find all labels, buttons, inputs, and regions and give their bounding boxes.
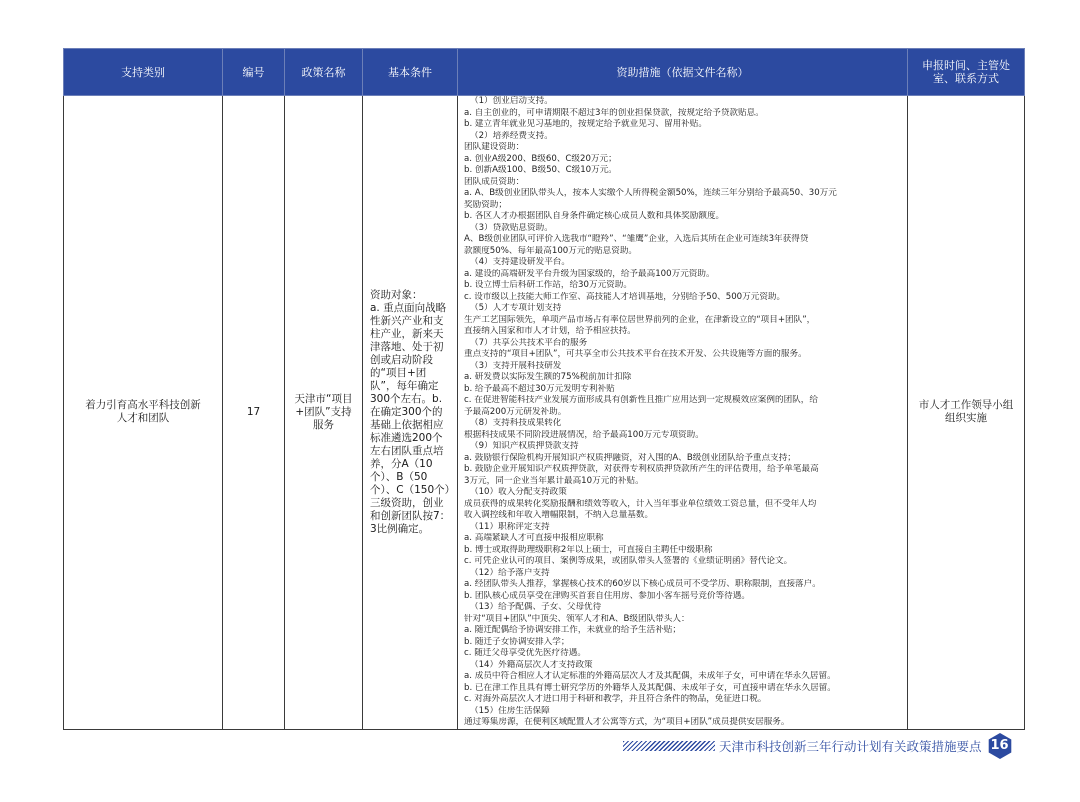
measure-line: A、B级创业团队可评价入选我市“瞪羚”、“雏鹰”企业，入选后其所在企业可连续3年获得贷 <box>464 234 809 244</box>
measure-line: （5）人才专项计划支持 <box>470 303 562 313</box>
measure-line: 生产工艺国际领先，单项产品市场占有率位居世界前列的企业，在津新设立的“项目+团队”， <box>464 314 816 325</box>
measure-line: 通过筹集房源，在便利区域配置人才公寓等方式，为“项目+团队”成员提供安居服务。 <box>464 717 790 727</box>
measure-line: （1）创业启动支持。 <box>470 96 553 106</box>
measure-line: （10）收入分配支持政策 <box>470 487 567 497</box>
measure-line: （11）职称评定支持 <box>470 521 550 532</box>
measure-line: a. 研发费以实际发生额的75%税前加计扣除 <box>464 372 632 382</box>
measure-line: （3）贷款贴息资助。 <box>470 222 553 233</box>
table-header-row <box>64 49 1025 96</box>
measure-line: a. A、B级创业团队带头人，按本人实缴个人所得税金额50%，连续三年分别给予最高50、30万元 <box>464 188 837 198</box>
measure-line: （14）外籍高层次人才支持政策 <box>470 659 593 670</box>
measure-line: b. 博士或取得助理级职称2年以上硕士，可直接自主聘任中级职称 <box>464 544 713 555</box>
measure-line: a. 建设的高端研发平台升级为国家级的，给予最高100万元资助。 <box>464 268 715 279</box>
measure-line: 团队成员资助： <box>464 176 525 187</box>
page-number-badge <box>986 732 1014 760</box>
measure-line: c. 对海外高层次人才进口用于科研和教学，并且符合条件的物品，免征进口税。 <box>464 694 767 704</box>
measure-line: b. 随迁子女协调安排入学； <box>464 636 570 647</box>
measure-line: a. 成员中符合相应人才认定标准的外籍高层次人才及其配偶，未成年子女，可申请在华永久居留。 <box>464 671 836 681</box>
measure-line: c. 可凭企业认可的项目、案例等成果，或团队带头人签署的《业绩证明函》替代论文。 <box>464 556 793 566</box>
measure-line: 成员获得的成果转化奖励报酬和绩效等收入，计入当年事业单位绩效工资总量，但不受年人均 <box>464 498 817 509</box>
measure-line: a. 鼓励银行保险机构开展知识产权质押融资，对入围的A、B级创业团队给予重点支持； <box>464 452 796 463</box>
measure-line: （8）支持科技成果转化 <box>470 418 562 428</box>
measure-line: c. 随迁父母享受优先医疗待遇。 <box>464 648 586 658</box>
header-contact: 申报时间、主管处室、联系方式 <box>908 49 1025 96</box>
cell-policy-name: 天津市“项目+团队”支持服务 <box>285 96 363 730</box>
measure-line: a. 高端紧缺人才可直接申报相应职称 <box>464 533 604 543</box>
measure-line: 针对“项目+团队”中顶尖、领军人才和A、B级团队带头人： <box>464 613 690 624</box>
header-category: 支持类别 <box>64 49 223 96</box>
measure-line: 3万元，同一企业当年累计最高10万元的补贴。 <box>464 475 644 486</box>
cell-conditions <box>363 96 458 730</box>
measure-line: b. 创新A级100、B级50、C级10万元。 <box>464 165 617 175</box>
measure-line: 根据科技成果不同阶段进展情况，给予最高100万元专项资助。 <box>464 429 704 440</box>
policy-table <box>63 48 1025 730</box>
measure-line: b. 给予最高不超过30万元发明专利补贴 <box>464 383 615 394</box>
measure-line: a. 自主创业的，可申请期限不超过3年的创业担保贷款，按规定给予贷款贴息。 <box>464 107 764 118</box>
measure-line: （9）知识产权质押贷款支持 <box>470 441 579 451</box>
measure-line: c. 在促进智能科技产业发展方面形成具有创新性且推广应用达到一定规模效应案例的团队，给 <box>464 395 818 405</box>
measure-line: 予最高200万元研发补助。 <box>464 406 567 417</box>
measure-line: （2）培养经费支持。 <box>470 130 553 141</box>
page-number: 16 <box>990 738 1009 753</box>
measure-line: （12）给予落户支持 <box>470 567 550 578</box>
measure-line: 团队建设资助： <box>464 142 525 152</box>
measure-line: b. 建立青年就业见习基地的，按规定给予就业见习、留用补贴。 <box>464 119 707 129</box>
cell-number: 17 <box>223 96 285 730</box>
conditions-body: a. 重点面向战略性新兴产业和支柱产业，新来天津落地、处于初创或启动阶段的“项目+团队”，每年确定300个左右。b. 在确定300个的基础上依据相应标准遴选200个左右团队重点培养，分A（10个）、B（50个）、C（150个）三级资助，创业和创新团队按7：3比例确定。 <box>370 301 451 535</box>
measures-list <box>464 96 901 729</box>
measure-line: a. 经团队带头人推荐，掌握核心技术的60岁以下核心成员可不受学历、职称限制，直接落户。 <box>464 579 821 589</box>
measure-line: b. 设立博士后科研工作站，给30万元资助。 <box>464 280 632 290</box>
measure-line: 奖励资助； <box>464 199 507 210</box>
measure-line: b. 已在津工作且具有博士研究学历的外籍华人及其配偶、未成年子女，可直接申请在华永久居留。 <box>464 682 836 693</box>
header-number: 编号 <box>223 49 285 96</box>
header-measures: 资助措施（依据文件名称） <box>458 49 908 96</box>
measure-line: 直接纳入国家和市人才计划，给予相应扶持。 <box>464 326 636 336</box>
header-conditions: 基本条件 <box>363 49 458 96</box>
measure-line: 款额度50%、每年最高100万元的贴息资助。 <box>464 245 638 256</box>
measure-line: （3）支持开展科技研发 <box>470 360 562 371</box>
measure-line: （15）住房生活保障 <box>470 705 550 716</box>
measure-line: （7）共享公共技术平台的服务 <box>470 337 588 348</box>
cell-measures <box>458 96 908 730</box>
footer-stripes-decoration <box>623 741 715 751</box>
measure-line: b. 各区人才办根据团队自身条件确定核心成员人数和具体奖励额度。 <box>464 211 725 221</box>
header-policy-name: 政策名称 <box>285 49 363 96</box>
measure-line: 重点支持的“项目+团队”，可共享全市公共技术平台在技术开发、公共设施等方面的服务。 <box>464 349 807 359</box>
measure-line: b. 团队核心成员享受在津购买首套自住用房、参加小客车摇号竞价等待遇。 <box>464 590 750 601</box>
measure-line: （13）给予配偶、子女、父母优待 <box>470 602 602 612</box>
footer-title: 天津市科技创新三年行动计划有关政策措施要点 <box>719 739 982 754</box>
page-footer <box>623 733 1014 759</box>
measure-line: a. 随迁配偶给予协调安排工作，未就业的给予生活补贴； <box>464 625 681 635</box>
measure-line: （4）支持建设研发平台。 <box>470 257 570 267</box>
measure-line: 收入调控线和年收入增幅限制，不纳入总量基数。 <box>464 510 654 520</box>
measure-line: c. 设市级以上技能大师工作室、高技能人才培训基地，分别给予50、500万元资助。 <box>464 291 786 302</box>
cell-category: 着力引育高水平科技创新人才和团队 <box>64 96 223 730</box>
measure-line: b. 鼓励企业开展知识产权质押贷款，对获得专利权质押贷款所产生的评估费用，给予单笔最高 <box>464 464 819 474</box>
conditions-label: 资助对象： <box>370 288 423 301</box>
table-row <box>64 96 1025 730</box>
cell-contact: 市人才工作领导小组组织实施 <box>908 96 1025 730</box>
measure-line: a. 创业A级200、B级60、C级20万元； <box>464 153 617 164</box>
